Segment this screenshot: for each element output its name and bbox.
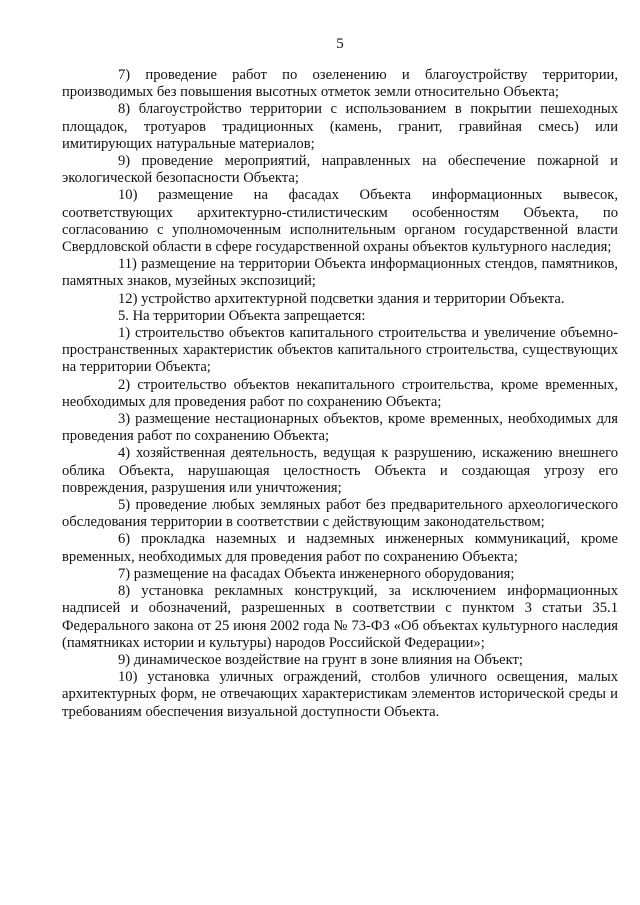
- paragraph-11: 4) хозяйственная деятельность, ведущая к разрушению, искажению внешнего облика Объекта, нарушающая целостность Объекта и создающая угрозу его повреждения, разрушения или уничтожения;: [62, 445, 618, 496]
- paragraph-6: 12) устройство архитектурной подсветки здания и территории Объекта.: [118, 290, 565, 307]
- paragraph-16: 9) динамическое воздействие на грунт в зоне влияния на Объект;: [118, 651, 523, 668]
- paragraph-2: 8) благоустройство территории с использованием в покрытии пешеходных площадок, тротуаров традиционных (камень, гранит, гравийная смесь) или имитирующих натуральные материалов;: [62, 101, 618, 152]
- paragraph-4: 10) размещение на фасадах Объекта информационных вывесок, соответствующих архитектурно-стилистическим особенностям Объекта, по согласованию с уполномоченным исполнительным органом государственной власти Свердловской области в сфере государственной охраны объектов культурного наследия;: [62, 187, 618, 256]
- paragraph-5: 11) размещение на территории Объекта информационных стендов, памятников, памятных знаков, музейных экспозиций;: [62, 256, 618, 290]
- paragraph-12: 5) проведение любых земляных работ без предварительного археологического обследования территории в соответствии с действующим законодательством;: [62, 497, 618, 531]
- page-number: 5: [336, 36, 344, 52]
- paragraph-10: 3) размещение нестационарных объектов, кроме временных, необходимых для проведения работ по сохранению Объекта;: [62, 411, 618, 445]
- paragraph-17: 10) установка уличных ограждений, столбов уличного освещения, малых архитектурных форм, не отвечающих характеристикам элементов исторической среды и требованиям обеспечения визуальной доступности Объекта.: [62, 669, 618, 720]
- section-heading: 5. На территории Объекта запрещается:: [118, 307, 366, 324]
- paragraph-3: 9) проведение мероприятий, направленных на обеспечение пожарной и экологической безопасности Объекта;: [62, 153, 618, 187]
- paragraph-14: 7) размещение на фасадах Объекта инженерного оборудования;: [118, 565, 515, 582]
- document-body: [62, 67, 618, 721]
- paragraph-8: 1) строительство объектов капитального строительства и увеличение объемно-пространственных характеристик объектов капитального строительства, существующих на территории Объекта;: [62, 325, 618, 376]
- paragraph-15: 8) установка рекламных конструкций, за исключением информационных надписей и обозначений, разрешенных в соответствии с пунктом 3 статьи 35.1 Федерального закона от 25 июня 2002 года № 73-ФЗ «Об объектах культурного наследия (памятниках истории и культуры) народов Российской Федерации»;: [62, 583, 618, 651]
- paragraph-13: 6) прокладка наземных и надземных инженерных коммуникаций, кроме временных, необходимых для проведения работ по сохранению Объекта;: [62, 531, 618, 565]
- paragraph-9: 2) строительство объектов некапитального строительства, кроме временных, необходимых для проведения работ по сохранению Объекта;: [62, 376, 618, 410]
- paragraph-1: 7) проведение работ по озеленению и благоустройству территории, производимых без повышения высотных отметок земли относительно Объекта;: [62, 67, 618, 101]
